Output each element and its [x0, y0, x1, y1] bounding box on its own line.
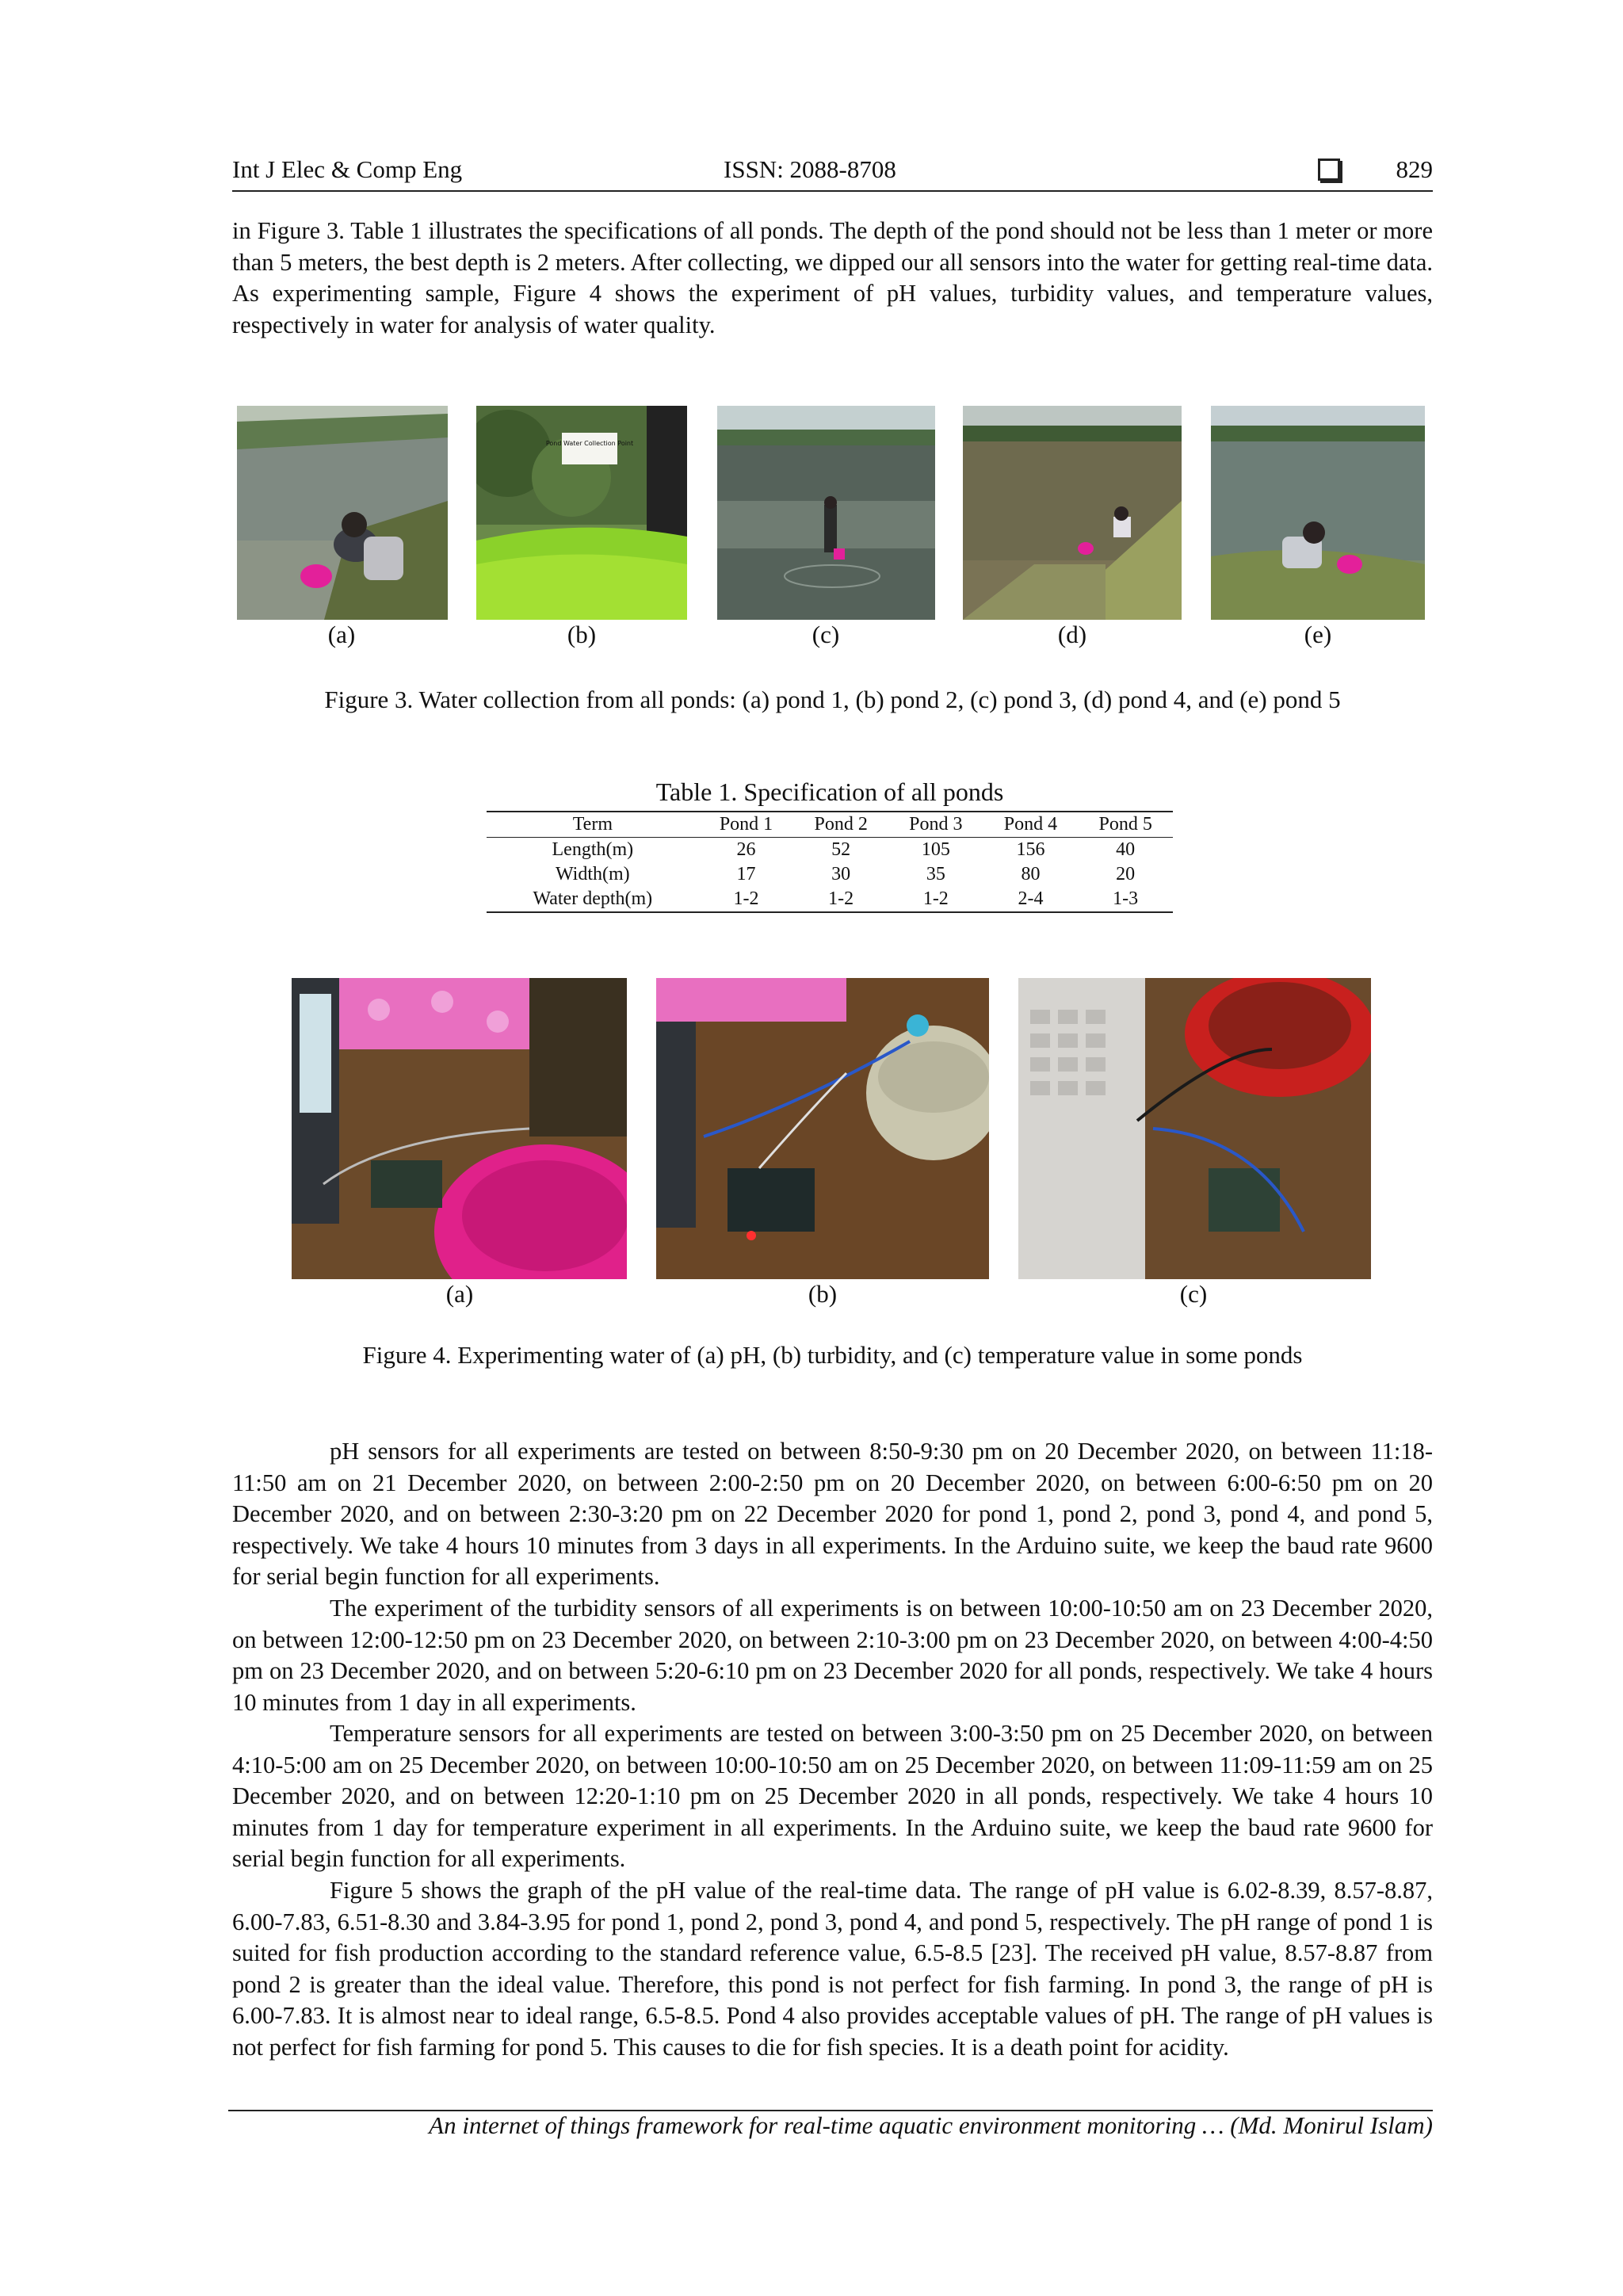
table-cell: 1-2 [888, 887, 983, 912]
table-cell: 2-4 [983, 887, 1079, 912]
figure3-caption: Figure 3. Water collection from all ponds: (a) pond 1, (b) pond 2, (c) pond 3, (d) pond 4, and (e) pond 5 [324, 686, 1341, 713]
table-cell: Length(m) [552, 839, 634, 860]
table-header-cell: Pond 2 [793, 812, 888, 838]
table-cell: 17 [736, 864, 756, 884]
table-header-row [487, 812, 1173, 838]
table1 [487, 811, 1173, 913]
fig3-label-b: (b) [567, 621, 597, 648]
table-cell: 156 [1016, 839, 1045, 860]
table-cell: Width(m) [555, 864, 630, 884]
table-cell: 105 [921, 839, 950, 860]
page-number: 829 [1396, 155, 1433, 183]
photo-ph-experiment [292, 978, 627, 1279]
table-header-cell: Pond 1 [699, 812, 794, 838]
issn: ISSN: 2088-8708 [724, 155, 896, 183]
figure4-caption: Figure 4. Experimenting water of (a) pH, (b) turbidity, and (c) temperature value in some ponds [362, 1341, 1303, 1369]
journal-name: Int J Elec & Comp Eng [232, 155, 463, 183]
fig4-label-c: (c) [1179, 1280, 1208, 1308]
photo-pond-4 [963, 406, 1182, 620]
body-paragraph-figure5: Figure 5 shows the graph of the pH value of the real-time data. The range of pH value is 6.02-8.39, 8.57-8.87, 6.00-7.83, 6.51-8.30 and 3.84-3.95 for pond 1, pond 2, pond 3, pond 4, and pond 5, respectively. The pH range of pond 1 is suited for fish production according to the standard reference value, 6.5-8.5 [23]. The received pH value, 8.57-8.87 from pond 2 is greater than the ideal value. Therefore, this pond is not perfect for fish farming. In pond 3, the range of pH is 6.00-7.83. It is almost near to ideal range, 6.5-8.5. Pond 4 also provides acceptable values of pH. The range of pH values is not perfect for fish farming for pond 5. This causes to die for fish species. It is a death point for acidity. [232, 1877, 1433, 2061]
body-paragraph-turbidity: The experiment of the turbidity sensors of all experiments is on between 10:00-10:50 am on 23 December 2020, on between 12:00-12:50 pm on 23 December 2020, on between 2:10-3:00 pm on 23 December 2020, on between 4:00-4:50 pm on 23 December 2020, and on between 5:20-6:10 pm on 23 December 2020 for all ponds, respectively. We take 4 hours 10 minutes from 1 day in all experiments. [232, 1595, 1433, 1716]
intro-paragraph: in Figure 3. Table 1 illustrates the specifications of all ponds. The depth of the pond should not be less than 1 meter or more than 5 meters, the best depth is 2 meters. After collecting, we dipped our all sensors into the water for getting real-time data. As experimenting sample, Figure 4 shows the experiment of pH values, turbidity values, and temperature values, respectively in water for analysis of water quality. [232, 217, 1433, 338]
photo-temperature-experiment [1018, 978, 1371, 1279]
table-row [487, 862, 1173, 887]
square-bullet-icon [1318, 159, 1340, 181]
table-header-cell: Pond 3 [888, 812, 983, 838]
fig4-label-b: (b) [808, 1280, 838, 1308]
table-cell: 80 [1021, 864, 1041, 884]
body-paragraph-ph: pH sensors for all experiments are tested on between 8:50-9:30 pm on 20 December 2020, on between 11:18-11:50 am on 21 December 2020, on between 2:00-2:50 pm on 20 December 2020, on between 6:00-6:50 pm on 20 December 2020, and on between 2:30-3:20 pm on 22 December 2020 for pond 1, pond 2, pond 3, pond 4, and pond 5, respectively. We take 4 hours 10 minutes from 3 days in all experiments. In the Arduino suite, we keep the baud rate 9600 for serial begin function for all experiments. [232, 1438, 1433, 1590]
table-cell: 1-2 [793, 887, 888, 912]
running-header [232, 155, 1433, 192]
table-cell: 1-2 [699, 887, 794, 912]
photo-pond-5 [1211, 406, 1425, 620]
table1-caption: Table 1. Specification of all ponds [655, 777, 1004, 806]
table-cell: 1-3 [1078, 887, 1173, 912]
photo-turbidity-experiment [656, 978, 989, 1279]
photo-pond-1 [237, 406, 448, 620]
table-cell: 26 [736, 839, 756, 860]
fig3-label-a: (a) [327, 621, 356, 648]
table-header-cell: Pond 5 [1078, 812, 1173, 838]
photo-pond-2 [476, 406, 687, 620]
table-row [487, 887, 1173, 912]
running-footer: An internet of things framework for real-time aquatic environment monitoring … (Md. Monirul Islam) [429, 2111, 1433, 2139]
table-row [487, 838, 1173, 863]
fig3-label-e: (e) [1304, 621, 1332, 648]
table-header-cell: Term [487, 812, 699, 838]
table-cell: 30 [831, 864, 851, 884]
table-cell: 20 [1116, 864, 1136, 884]
table-cell: Water depth(m) [487, 887, 699, 912]
table-cell: 52 [831, 839, 851, 860]
fig4-label-a: (a) [445, 1280, 474, 1308]
body-paragraph-temperature: Temperature sensors for all experiments are tested on between 3:00-3:50 pm on 25 December 2020, on between 4:10-5:00 am on 25 December 2020, on between 10:00-10:50 am on 25 December 2020, on between 11:09-11:59 am on 25 December 2020, and on between 12:20-1:10 pm on 25 December 2020 in all ponds, respectively. We take 4 hours 10 minutes from 1 day for temperature experiment in all experiments. In the Arduino suite, we keep the baud rate 9600 for serial begin function for all experiments. [232, 1720, 1433, 1872]
table-header-cell: Pond 4 [983, 812, 1079, 838]
table-cell: 40 [1116, 839, 1136, 860]
collection-sign-text: Pond Water Collection Point [545, 440, 634, 447]
fig3-label-c: (c) [812, 621, 840, 648]
fig3-label-d: (d) [1057, 621, 1087, 648]
table-cell: 35 [926, 864, 945, 884]
photo-pond-3 [717, 406, 935, 620]
